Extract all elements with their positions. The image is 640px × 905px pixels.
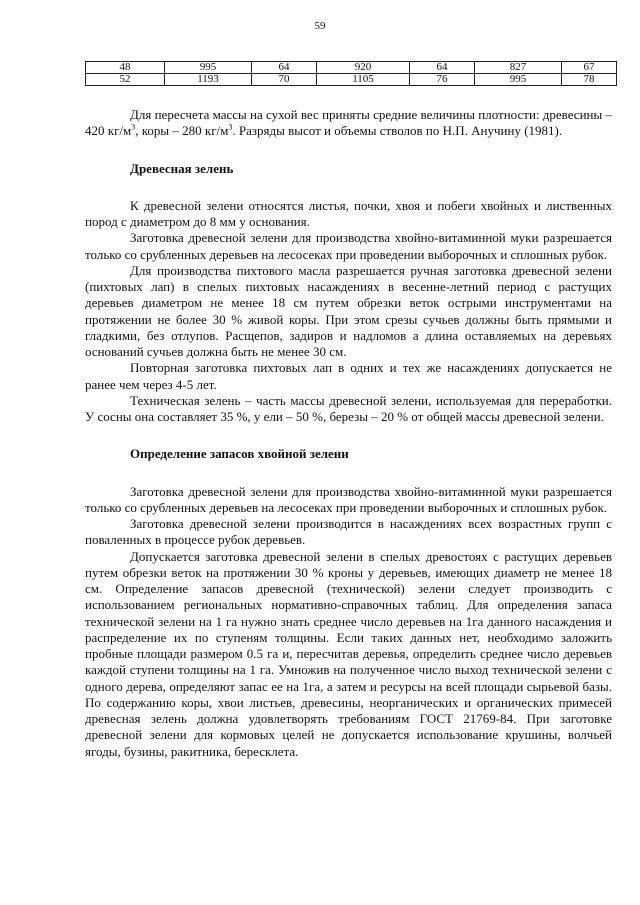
table-cell: 995 xyxy=(475,74,562,86)
intro-paragraph xyxy=(85,107,612,140)
table-cell: 64 xyxy=(410,62,475,74)
page-number: 59 xyxy=(314,20,326,32)
table-row xyxy=(86,74,617,86)
paragraph: Заготовка древесной зелени производится в насаждениях всех возрастных групп с поваленных в процессе рубок деревьев. xyxy=(85,516,612,548)
table-cell: 1193 xyxy=(165,74,252,86)
table-cell: 920 xyxy=(317,62,410,74)
superscript-3: 3 xyxy=(228,122,233,132)
data-table xyxy=(85,61,617,86)
paragraph: Допускается заготовка древесной зелени в спелых древостоях с растущих деревьев путем обрезки веток на протяжении 30 % кроны у деревьев, имеющих диаметр не менее 18 см. Определение запасов древесной (технической) зелени следует производить с использованием региональных нормативно-справочных таблиц. Для определения запаса технической зелени на 1 га нужно знать среднее число деревьев на 1га данного насаждения и распределение их по ступеням толщины. Если таких данных нет, необходимо заложить пробные площади размером 0.5 га и, пересчитав деревья, определить среднее число деревьев каждой ступени толщины на 1 га. Умножив на полученное число выход технической зелени с одного дерева, определяют запас ее на 1га, а затем и ресурсы на всей площади сырьевой базы. По содержанию коры, хвои листьев, древесины, неорганических и органических примесей древесная зелень должна удовлетворять требованиям ГОСТ 21769-84. При заготовке древесной зелени для кормовых целей не допускается использование крушины, волчьей ягоды, бузины, ракитника, бересклета. xyxy=(85,548,612,759)
page-content xyxy=(85,107,612,760)
paragraph: Повторная заготовка пихтовых лап в одних и тех же насаждениях допускается не ранее чем через 4-5 лет. xyxy=(85,360,612,392)
section-heading-opredelenie-zapasov: Определение запасов хвойной зелени xyxy=(130,446,349,462)
table-cell: 70 xyxy=(252,74,317,86)
intro-text-2: , коры – 280 кг/м xyxy=(135,123,229,139)
table-body xyxy=(86,62,617,86)
table-cell: 1105 xyxy=(317,74,410,86)
table-cell: 76 xyxy=(410,74,475,86)
intro-text-3: . Разряды высот и объемы стволов по Н.П. Анучину (1981). xyxy=(232,123,563,139)
paragraph: Техническая зелень – часть массы древесной зелени, используемая для переработки. У сосны она составляет 35 %, у ели – 50 %, березы – 20 % от общей массы древесной зелени. xyxy=(85,392,612,424)
superscript-3: 3 xyxy=(131,122,136,132)
table-cell: 64 xyxy=(252,62,317,74)
table-cell: 827 xyxy=(475,62,562,74)
paragraph: Заготовка древесной зелени для производства хвойно-витаминной муки разрешается только со срубленных деревьев на лесосеках при проведении выборочных и сплошных рубок. xyxy=(85,230,612,262)
table-row xyxy=(86,62,617,74)
paragraph: Заготовка древесной зелени для производства хвойно-витаминной муки разрешается только со срубленных деревьев на лесосеках при проведении выборочных и сплошных рубок. xyxy=(85,483,612,515)
intro-text-1: Для пересчета массы на сухой вес приняты средние величины плотности: древесины – 420 кг/м xyxy=(85,107,612,139)
table-cell: 52 xyxy=(86,74,165,86)
table-cell: 67 xyxy=(562,62,617,74)
paragraph: Для производства пихтового масла разрешается ручная заготовка древесной зелени (пихтовых лап) в спелых пихтовых насаждениях в весенне-летний период с растущих деревьев диаметром не менее 18 см путем обрезки веток острыми инструментами на протяжении не более 30 % живой коры. При этом срезы сучьев должны быть прямыми и гладкими, без отлупов. Расщепов, задиров и надломов а длина оставляемых на деревьях оснований сучьев должна быть не менее 30 см. xyxy=(85,262,612,359)
section-heading-drevesnaya-zelen: Древесная зелень xyxy=(130,160,234,176)
paragraph: К древесной зелени относятся листья, почки, хвоя и побеги хвойных и лиственных пород с диаметром до 8 мм у основания. xyxy=(85,197,612,229)
table-cell: 48 xyxy=(86,62,165,74)
table-cell: 78 xyxy=(562,74,617,86)
table-cell: 995 xyxy=(165,62,252,74)
